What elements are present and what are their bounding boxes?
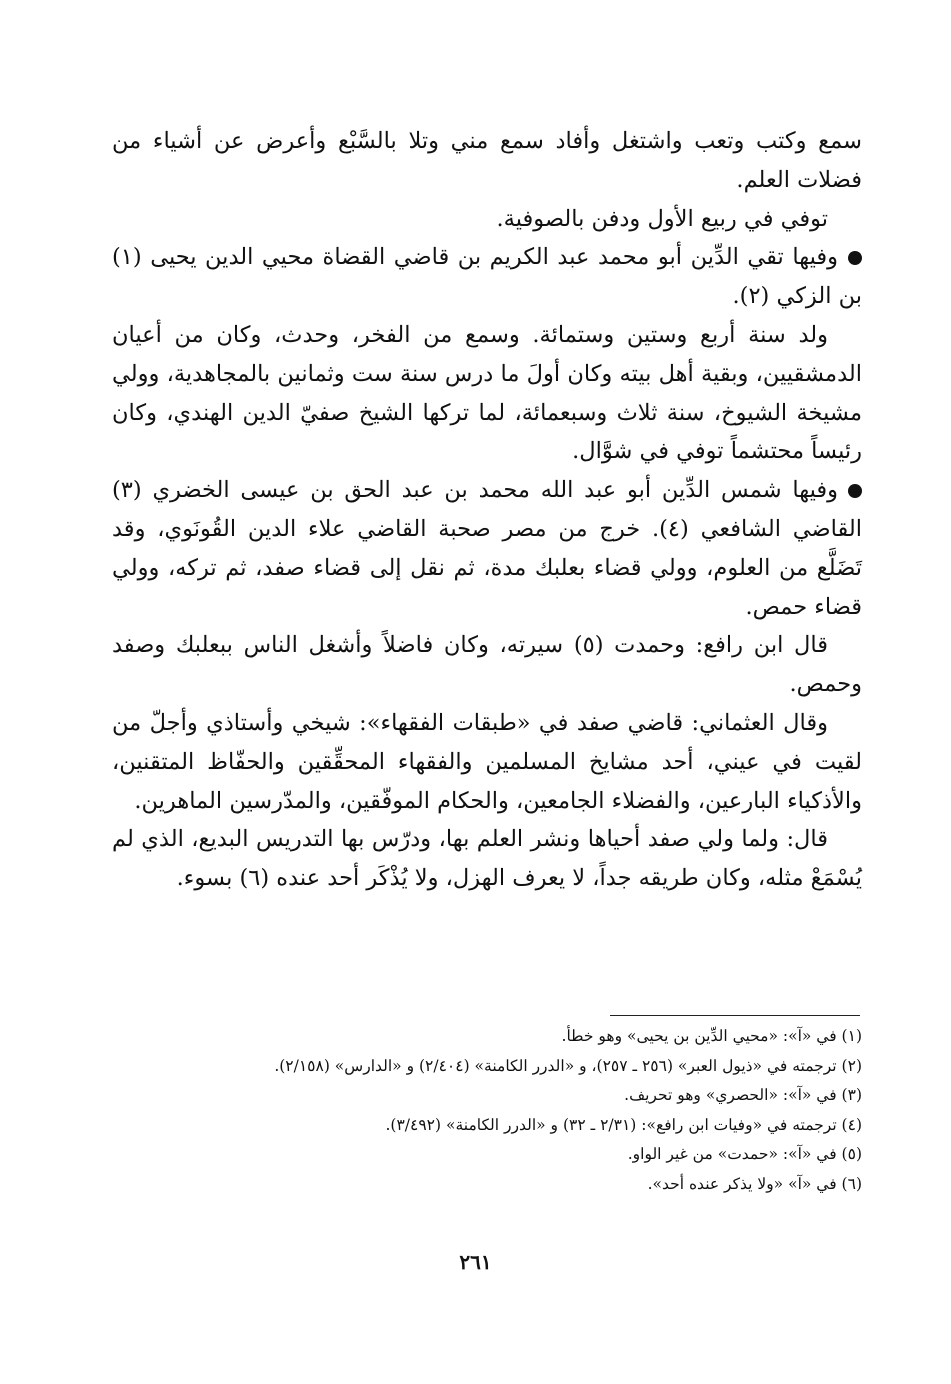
paragraph-7: وقال العثماني: قاضي صفد في «طبقات الفقهاء»: شيخي وأستاذي وأجلّ من لقيت في عيني، أحد مشايخ المسلمين والفقهاء المحقِّقين والحفّاظ المتقنين، والأذكياء البارعين، والفضلاء الجامعين، والحكام الموفّقين، والمدّرسين الماهرين. (112, 709, 862, 814)
paragraph-8: قال: ولما ولي صفد أحياها ونشر العلم بها، ودرّس بها التدريس البديع، الذي لم يُسْمَعْ مثله، وكان طريقه جداً، لا يعرف الهزل، ولا يُذْكَر أحد عنده (٦) بسوء. (112, 826, 862, 892)
footnote-2: (٢) ترجمته في «ذيول العبر» (٢٥٦ ـ ٢٥٧)، و «الدرر الكامنة» (٢/٤٠٤) و «الدارس» (٢/١٥٨). (274, 1056, 862, 1075)
footnote-divider (610, 1015, 860, 1016)
bullet-icon (848, 251, 862, 265)
paragraph-3-entry (112, 238, 862, 316)
footnote-5: (٥) في «آ»: «حمدت» من غير الواو. (627, 1145, 862, 1163)
footnote-6: (٦) في «آ» «ولا يذكر عنده أحد». (647, 1174, 862, 1193)
footnote-1: (١) في «آ»: «محيي الدِّين بن يحيى» وهو خطأ. (561, 1027, 862, 1045)
paragraph-5-entry (112, 471, 862, 626)
paragraph-5-text: وفيها شمس الدِّين أبو عبد الله محمد بن عبد الحق بن عيسى الخضري (٣) القاضي الشافعي (٤). خرج من مصر صحبة القاضي علاء الدين القُونَوي، وقد تَضَلَّع من العلوم، وولي قضاء بعلبك مدة، ثم نقل إلى قضاء صفد، ثم تركه، وولي قضاء حمص. (112, 477, 863, 620)
bullet-icon (848, 484, 862, 498)
main-text (112, 122, 862, 898)
footnote-4: (٤) ترجمته في «وفيات ابن رافع»: (٢/٣١ ـ ٣٢) و «الدرر الكامنة» (٣/٤٩٢). (385, 1115, 862, 1134)
paragraph-3-text: وفيها تقي الدِّين أبو محمد عبد الكريم بن قاضي القضاة محيي الدين يحيى (١) بن الزكي (٢). (112, 244, 862, 310)
paragraph-4: ولد سنة أربع وستين وستمائة. وسمع من الفخر، وحدث، وكان من أعيان الدمشقيين، وبقية أهل بيته وكان أولَ ما درس سنة ست وثمانين بالمجاهدية، وولي مشيخة الشيوخ، سنة ثلاث وسبعمائة، لما تركها الشيخ صفيّ الدين الهندي، وكان رئيساً محتشماً توفي في شوَّال. (112, 321, 862, 465)
footnotes (112, 1022, 862, 1199)
paragraph-6: قال ابن رافع: وحمدت (٥) سيرته، وكان فاضلاً وأشغل الناس ببعلبك وصفد وحمص. (112, 632, 862, 698)
paragraph-2: توفي في ربيع الأول ودفن بالصوفية. (496, 205, 828, 232)
paragraph-1: سمع وكتب وتعب واشتغل وأفاد سمع مني وتلا بالسَّبْع وأعرض عن أشياء من فضلات العلم. (112, 128, 862, 193)
page-number: ٢٦١ (459, 1250, 492, 1274)
footnote-3: (٣) في «آ»: «الحصري» وهو تحريف. (624, 1086, 862, 1104)
